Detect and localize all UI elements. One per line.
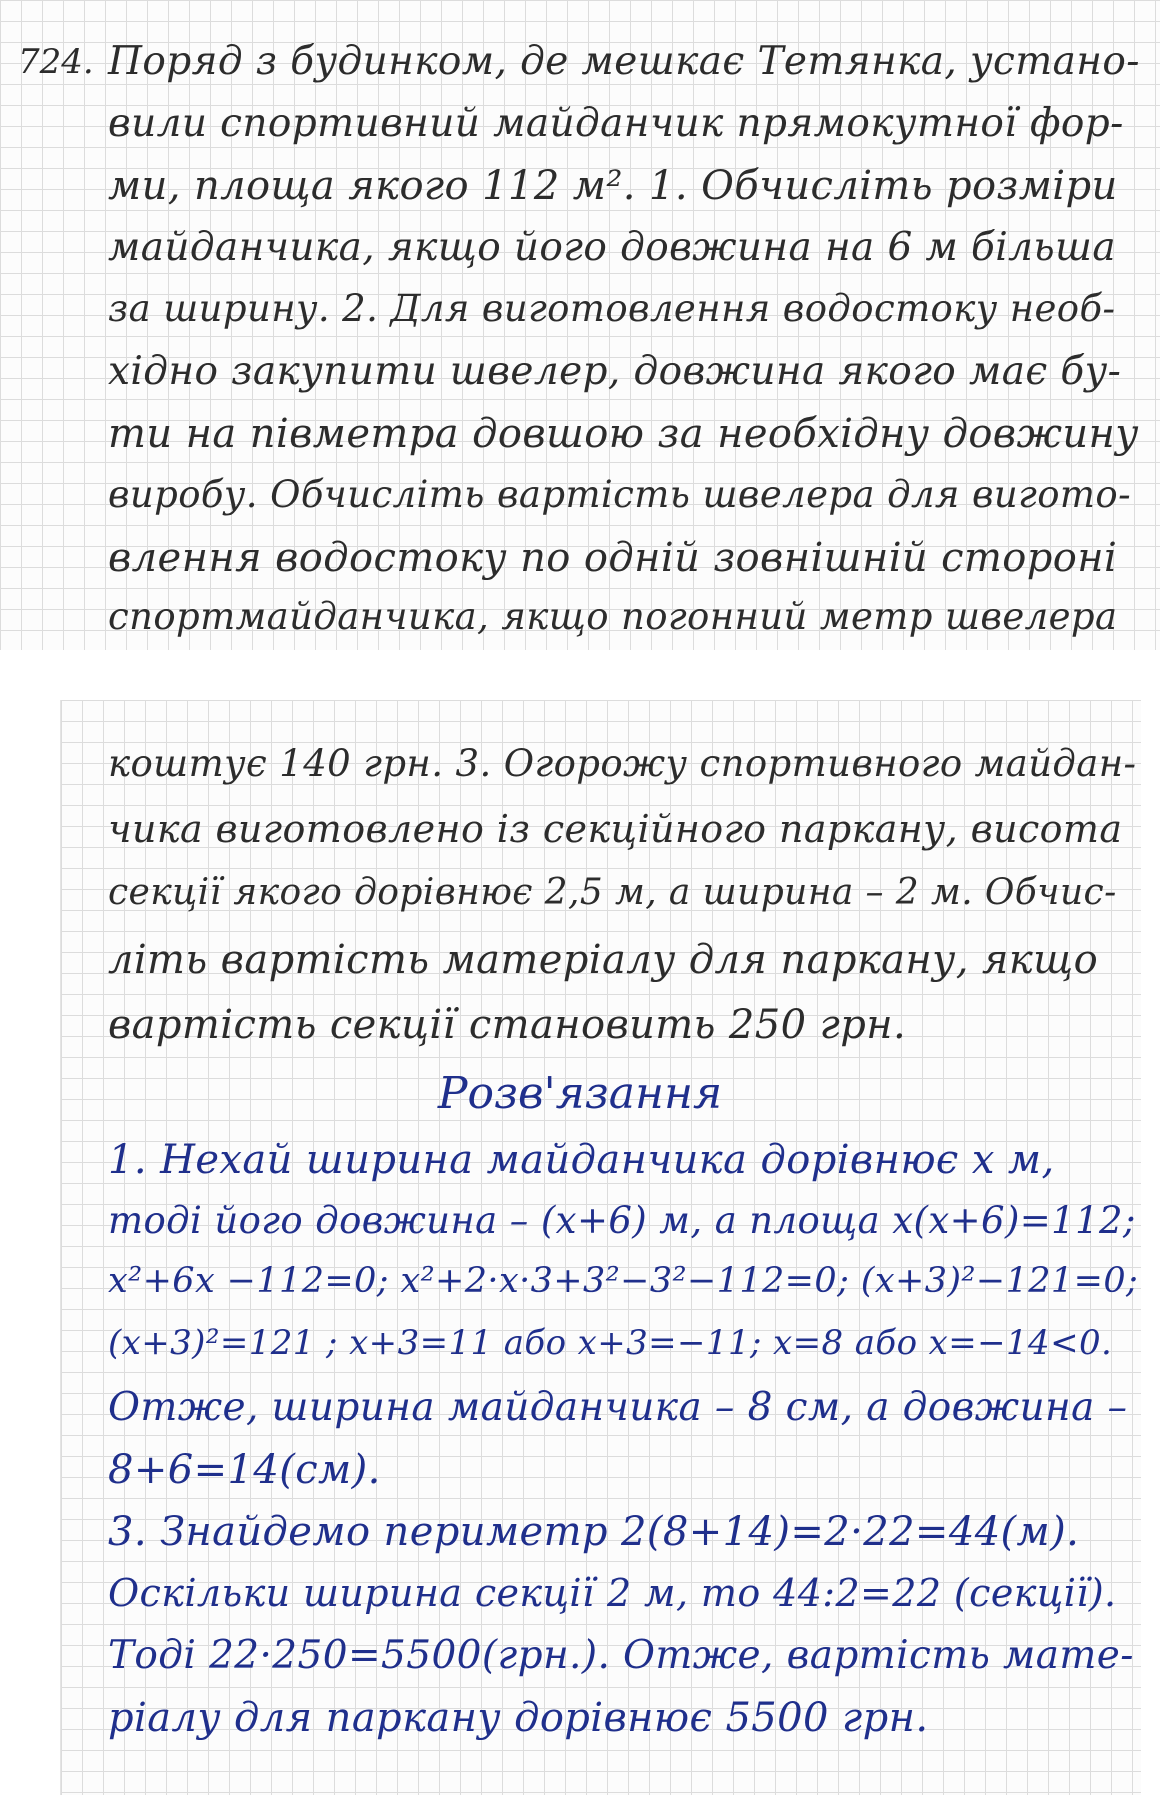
problem-line: хідно закупити швелер, довжина якого має бу-: [108, 349, 1122, 394]
problem-line: секції якого дорівнює 2,5 м, а ширина – 2 м. Обчис-: [108, 872, 1117, 913]
solution-line: x²+6x −112=0; x²+2·x·3+3²−3²−112=0; (x+3)²−121=0;: [108, 1261, 1139, 1301]
problem-line: ми, площа якого 112 м². 1. Обчисліть розміри: [108, 163, 1118, 209]
solution-line: (x+3)²=121 ; x+3=11 або x+3=−11; x=8 або x=−14<0.: [108, 1323, 1113, 1363]
solution-line: 8+6=14(см).: [108, 1447, 381, 1493]
solution-heading: Розв'язання: [437, 1068, 723, 1119]
problem-line: вартість секції становить 250 грн.: [108, 1002, 907, 1048]
problem-line: виробу. Обчисліть вартість швелера для вигото-: [108, 473, 1131, 516]
problem-line: майданчика, якщо його довжина на 6 м більша: [108, 225, 1116, 270]
solution-line: ріалу для паркану дорівнює 5500 грн.: [108, 1695, 929, 1741]
solution-line: 1. Нехай ширина майданчика дорівнює x м,: [108, 1137, 1055, 1183]
problem-line: ти на півметра довшою за необхідну довжину: [108, 411, 1139, 457]
problem-line: чика виготовлено із секційного паркану, висота: [108, 807, 1123, 851]
problem-line: спортмайданчика, якщо погонний метр швелера: [108, 595, 1118, 638]
problem-line: вили спортивний майданчик прямокутної фор-: [108, 101, 1124, 146]
solution-line: Оскільки ширина секції 2 м, то 44:2=22 (секції).: [108, 1571, 1117, 1615]
problem-line: за ширину. 2. Для виготовлення водостоку необ-: [108, 287, 1116, 330]
problem-line: літь вартість матеріалу для паркану, якщо: [108, 937, 1099, 983]
solution-line: тоді його довжина – (x+6) м, а площа x(x+6)=112;: [108, 1199, 1136, 1242]
problem-line: влення водостоку по одній зовнішній стороні: [108, 535, 1118, 581]
problem-line: Поряд з будинком, де мешкає Тетянка, устано-: [108, 39, 1140, 84]
solution-line: Тоді 22·250=5500(грн.). Отже, вартість мате-: [108, 1633, 1134, 1678]
problem-line: коштує 140 грн. 3. Огорожу спортивного майдан-: [108, 742, 1137, 785]
solution-line: Отже, ширина майданчика – 8 см, а довжина –: [108, 1385, 1128, 1430]
problem-number: 724.: [18, 42, 94, 82]
notebook-sheet-bottom: [60, 700, 1141, 1795]
solution-line: 3. Знайдемо периметр 2(8+14)=2·22=44(м).: [108, 1509, 1080, 1555]
